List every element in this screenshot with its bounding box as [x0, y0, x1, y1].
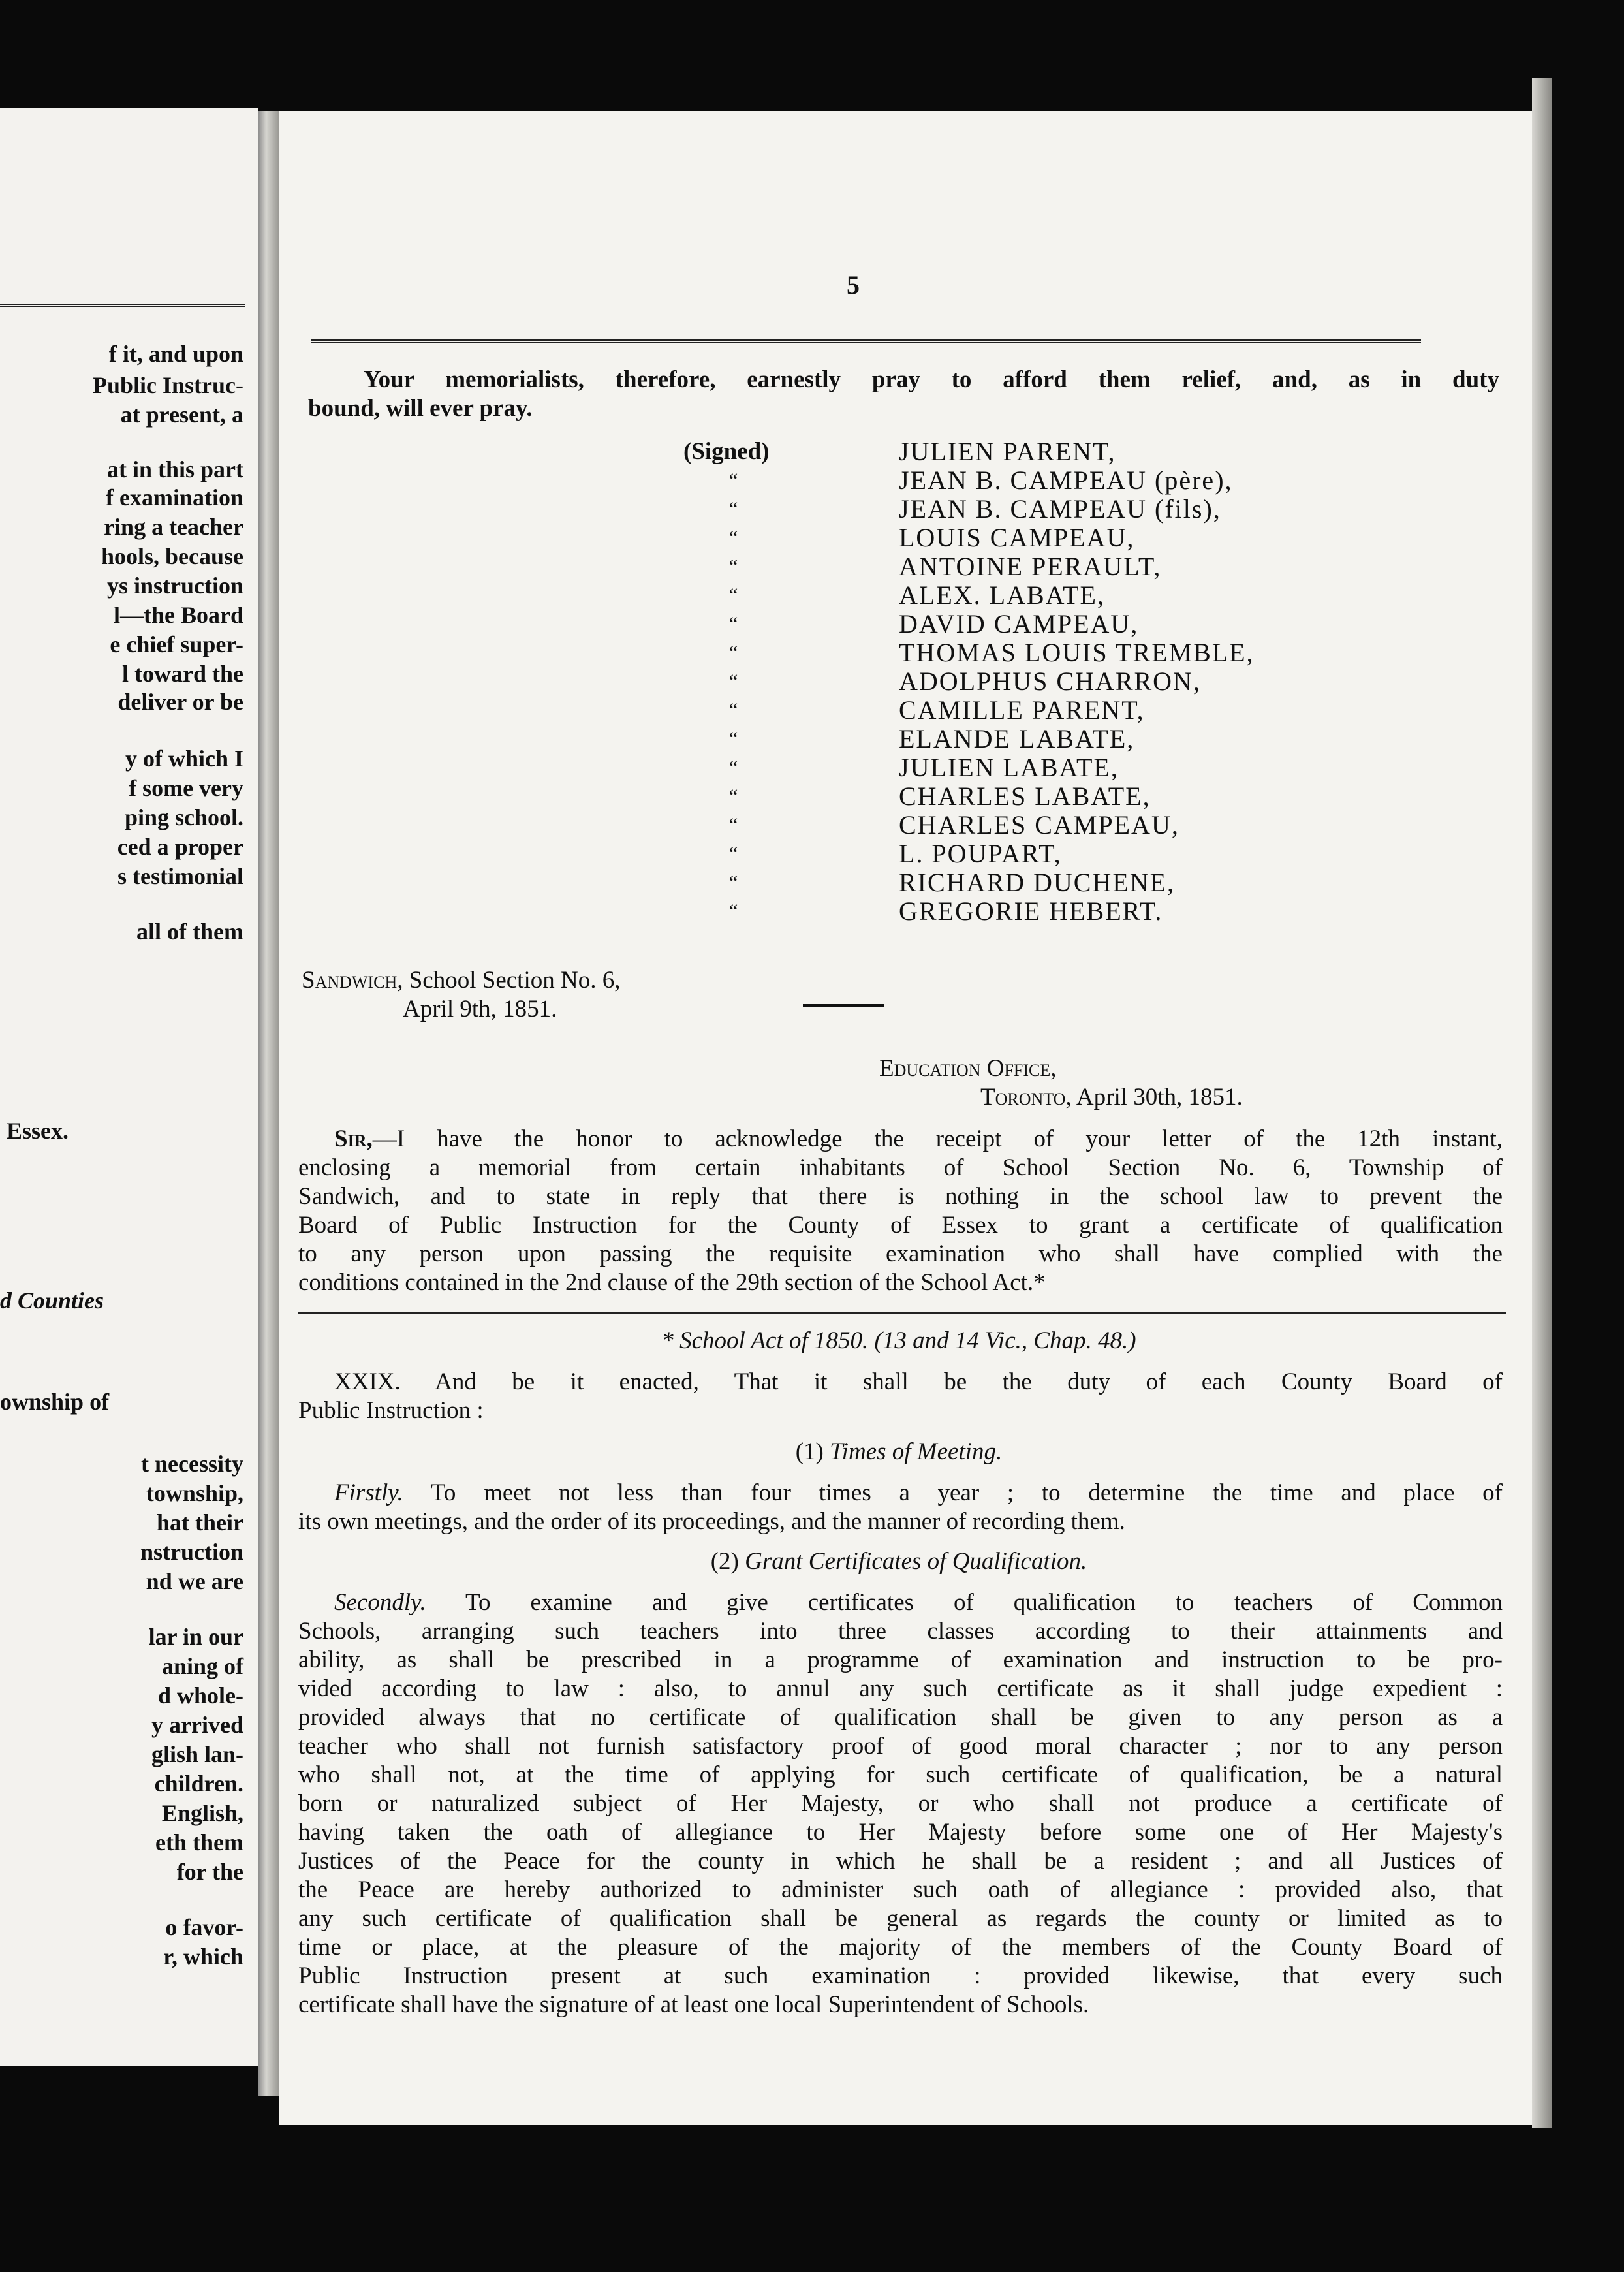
secondly-line: vided according to law : also, to annul any such certificate as it shall judge expedient :	[298, 1675, 1503, 1702]
signatory-name: DAVID CAMPEAU,	[899, 609, 1139, 639]
reply-line-5: to any person upon passing the requisite examination who shall have complied with the	[298, 1240, 1503, 1267]
ditto-mark: “	[729, 872, 738, 893]
place-detail: , School Section No. 6,	[397, 967, 621, 994]
left-page-fragment: at in this part	[106, 456, 243, 482]
left-page-fragment: aning of	[161, 1653, 243, 1679]
signatory-name: ALEX. LABATE,	[899, 580, 1105, 610]
secondly-line: having taken the oath of allegiance to Her Majesty before some one of Her Majesty's	[298, 1819, 1503, 1846]
left-page-fragment: lar in our	[148, 1624, 243, 1650]
reply-date: , April 30th, 1851.	[1065, 1084, 1243, 1111]
left-page-fragment: f examination	[106, 484, 243, 511]
secondly-line: certificate shall have the signature of at least one local Superintendent of Schools.	[298, 1991, 1089, 2018]
ditto-mark: “	[729, 527, 738, 548]
left-page-fragment: y of which I	[125, 746, 243, 772]
left-page-fragment: at present, a	[120, 402, 243, 428]
memorial-date: April 9th, 1851.	[403, 996, 557, 1022]
signatory-name: GREGORIE HEBERT.	[899, 896, 1163, 926]
left-page-fragment: ys instruction	[106, 573, 243, 599]
left-page-fragment: for the	[176, 1859, 243, 1885]
reply-line-2: enclosing a memorial from certain inhabitants of School Section No. 6, Township of	[298, 1154, 1503, 1181]
page-edge	[1532, 78, 1552, 2128]
signatory-name: ADOLPHUS CHARRON,	[899, 667, 1201, 696]
ditto-mark: “	[729, 642, 738, 663]
left-page-fragment: hools, because	[101, 543, 243, 569]
subsection-2-heading: (2) Grant Certificates of Qualification.	[710, 1548, 1087, 1575]
left-page-fragment: children.	[154, 1771, 243, 1797]
left-page-fragment: nd we are	[146, 1568, 243, 1594]
left-page-rule	[0, 304, 245, 307]
ditto-mark: “	[729, 699, 738, 721]
header-rule	[311, 339, 1421, 343]
left-page-fragment: township,	[146, 1480, 243, 1506]
ditto-mark: “	[729, 556, 738, 577]
left-page-fragment: ownship of	[0, 1389, 110, 1415]
footnote-rule	[298, 1312, 1506, 1314]
secondly-line: any such certificate of qualification shall be general as regards the county or limited as to	[298, 1905, 1503, 1932]
left-page-fragment: ced a proper	[117, 834, 243, 860]
place-name: Sandwich	[302, 967, 398, 994]
secondly-line: ability, as shall be prescribed in a programme of examination and instruction to be pro-	[298, 1647, 1503, 1673]
signatory-name: ELANDE LABATE,	[899, 724, 1135, 753]
page-number: 5	[847, 270, 860, 300]
ditto-mark: “	[729, 728, 738, 749]
secondly-line: Justices of the Peace for the county in which he shall be a resident ; and all Justices of	[298, 1848, 1503, 1874]
left-page-fragment: s testimonial	[117, 863, 243, 889]
reply-salutation: Sir,	[334, 1126, 373, 1152]
signatory-name: THOMAS LOUIS TREMBLE,	[899, 638, 1255, 667]
left-page-fragment: l toward the	[122, 661, 243, 687]
signatory-name: JEAN B. CAMPEAU (fils),	[899, 494, 1221, 524]
signatory-name: CHARLES CAMPEAU,	[899, 810, 1179, 840]
left-page-fragment: hat their	[157, 1509, 243, 1536]
ditto-mark: “	[729, 671, 738, 692]
left-facing-page	[0, 108, 258, 2066]
reply-line-1: Sir,—I have the honor to acknowledge the receipt of your letter of the 12th instant,	[334, 1126, 1503, 1152]
secondly-line: the Peace are hereby authorized to administer such oath of allegiance : provided also, that	[298, 1876, 1503, 1903]
section-29-line-1: XXIX. And be it enacted, That it shall be the duty of each County Board of	[334, 1368, 1503, 1395]
left-page-fragment: l—the Board	[113, 602, 243, 628]
reply-city: Toronto	[980, 1084, 1066, 1111]
secondly-line: Schools, arranging such teachers into three classes according to their attainments and	[298, 1618, 1503, 1645]
left-page-fragment: Public Instruc-	[92, 372, 243, 398]
section-29-line-2: Public Instruction :	[298, 1397, 484, 1424]
secondly-line: teacher who shall not furnish satisfactory proof of good moral character ; nor to any person	[298, 1733, 1503, 1759]
reply-line-3: Sandwich, and to state in reply that there is nothing in the school law to prevent the	[298, 1183, 1503, 1210]
reply-line-4: Board of Public Instruction for the County of Essex to grant a certificate of qualification	[298, 1212, 1503, 1239]
secondly-label: Secondly.	[334, 1589, 426, 1616]
left-page-fragment: d whole-	[157, 1682, 243, 1709]
page	[279, 111, 1532, 2125]
section-dash	[803, 1004, 884, 1007]
firstly-line-2: its own meetings, and the order of its proceedings, and the manner of recording them.	[298, 1508, 1125, 1535]
left-page-fragment: r, which	[163, 1944, 243, 1970]
ditto-mark: “	[729, 814, 738, 836]
signatory-name: ANTOINE PERAULT,	[899, 552, 1162, 581]
prayer-line-1: Your memorialists, therefore, earnestly pray to afford them relief, and, as in duty	[364, 366, 1499, 393]
signatory-name: L. POUPART,	[899, 839, 1062, 868]
book-gutter	[258, 111, 279, 2096]
signatory-name: JULIEN LABATE,	[899, 753, 1119, 782]
signatory-name: CHARLES LABATE,	[899, 781, 1151, 811]
ditto-mark: “	[729, 785, 738, 807]
secondly-line: Public Instruction present at such examination : provided likewise, that every such	[298, 1963, 1503, 1989]
ditto-mark: “	[729, 584, 738, 606]
ditto-mark: “	[729, 613, 738, 635]
signatory-name: LOUIS CAMPEAU,	[899, 523, 1135, 552]
left-page-fragment: nstruction	[140, 1539, 243, 1565]
left-page-fragment: glish lan-	[151, 1741, 243, 1767]
left-page-fragment: ring a teacher	[104, 514, 243, 540]
secondly-line: provided always that no certificate of qualification shall be given to any person as a	[298, 1704, 1503, 1731]
left-page-fragment: t necessity	[141, 1451, 243, 1477]
left-page-fragment: deliver or be	[117, 689, 243, 715]
signatory-name: RICHARD DUCHENE,	[899, 868, 1176, 897]
firstly-label: Firstly.	[334, 1479, 403, 1506]
ditto-mark: “	[729, 843, 738, 864]
prayer-line-2: bound, will ever pray.	[308, 395, 533, 422]
signatory-name: JEAN B. CAMPEAU (père),	[899, 465, 1233, 495]
signatory-name: JULIEN PARENT,	[899, 437, 1116, 466]
left-page-fragment: Essex.	[7, 1118, 69, 1144]
secondly-line-1: Secondly. To examine and give certificates of qualification to teachers of Common	[334, 1589, 1503, 1616]
left-page-fragment: f it, and upon	[108, 341, 243, 367]
memorial-place	[302, 966, 620, 995]
left-page-fragment: y arrived	[151, 1712, 243, 1738]
left-page-fragment: e chief super-	[110, 631, 243, 657]
ditto-mark: “	[729, 757, 738, 778]
left-page-fragment: eth them	[155, 1829, 243, 1855]
left-page-fragment: English,	[161, 1800, 243, 1826]
reply-office: Education Office,	[879, 1055, 1057, 1082]
left-page-fragment: ping school.	[124, 804, 243, 830]
reply-line-6: conditions contained in the 2nd clause of the 29th section of the School Act.*	[298, 1269, 1046, 1296]
signatory-name: CAMILLE PARENT,	[899, 695, 1145, 725]
secondly-line: born or naturalized subject of Her Majesty, or who shall not produce a certificate of	[298, 1790, 1503, 1817]
subsection-1-heading: (1) Times of Meeting.	[795, 1438, 1003, 1465]
reply-dateline	[980, 1083, 1243, 1112]
left-page-fragment: all of them	[136, 919, 243, 945]
secondly-line: who shall not, at the time of applying for such certificate of qualification, be a natural	[298, 1761, 1503, 1788]
ditto-mark: “	[729, 469, 738, 491]
ditto-mark: “	[729, 900, 738, 922]
left-page-fragment: o favor-	[165, 1914, 243, 1940]
firstly-line-1: Firstly. To meet not less than four times a year ; to determine the time and place of	[334, 1479, 1503, 1506]
left-page-fragment: f some very	[129, 775, 243, 801]
signed-label: (Signed)	[683, 438, 770, 465]
secondly-line: time or place, at the pleasure of the majority of the members of the County Board of	[298, 1934, 1503, 1961]
left-page-fragment: d Counties	[0, 1287, 104, 1314]
ditto-mark: “	[729, 498, 738, 520]
footnote-heading: * School Act of 1850. (13 and 14 Vic., Chap. 48.)	[661, 1327, 1136, 1354]
